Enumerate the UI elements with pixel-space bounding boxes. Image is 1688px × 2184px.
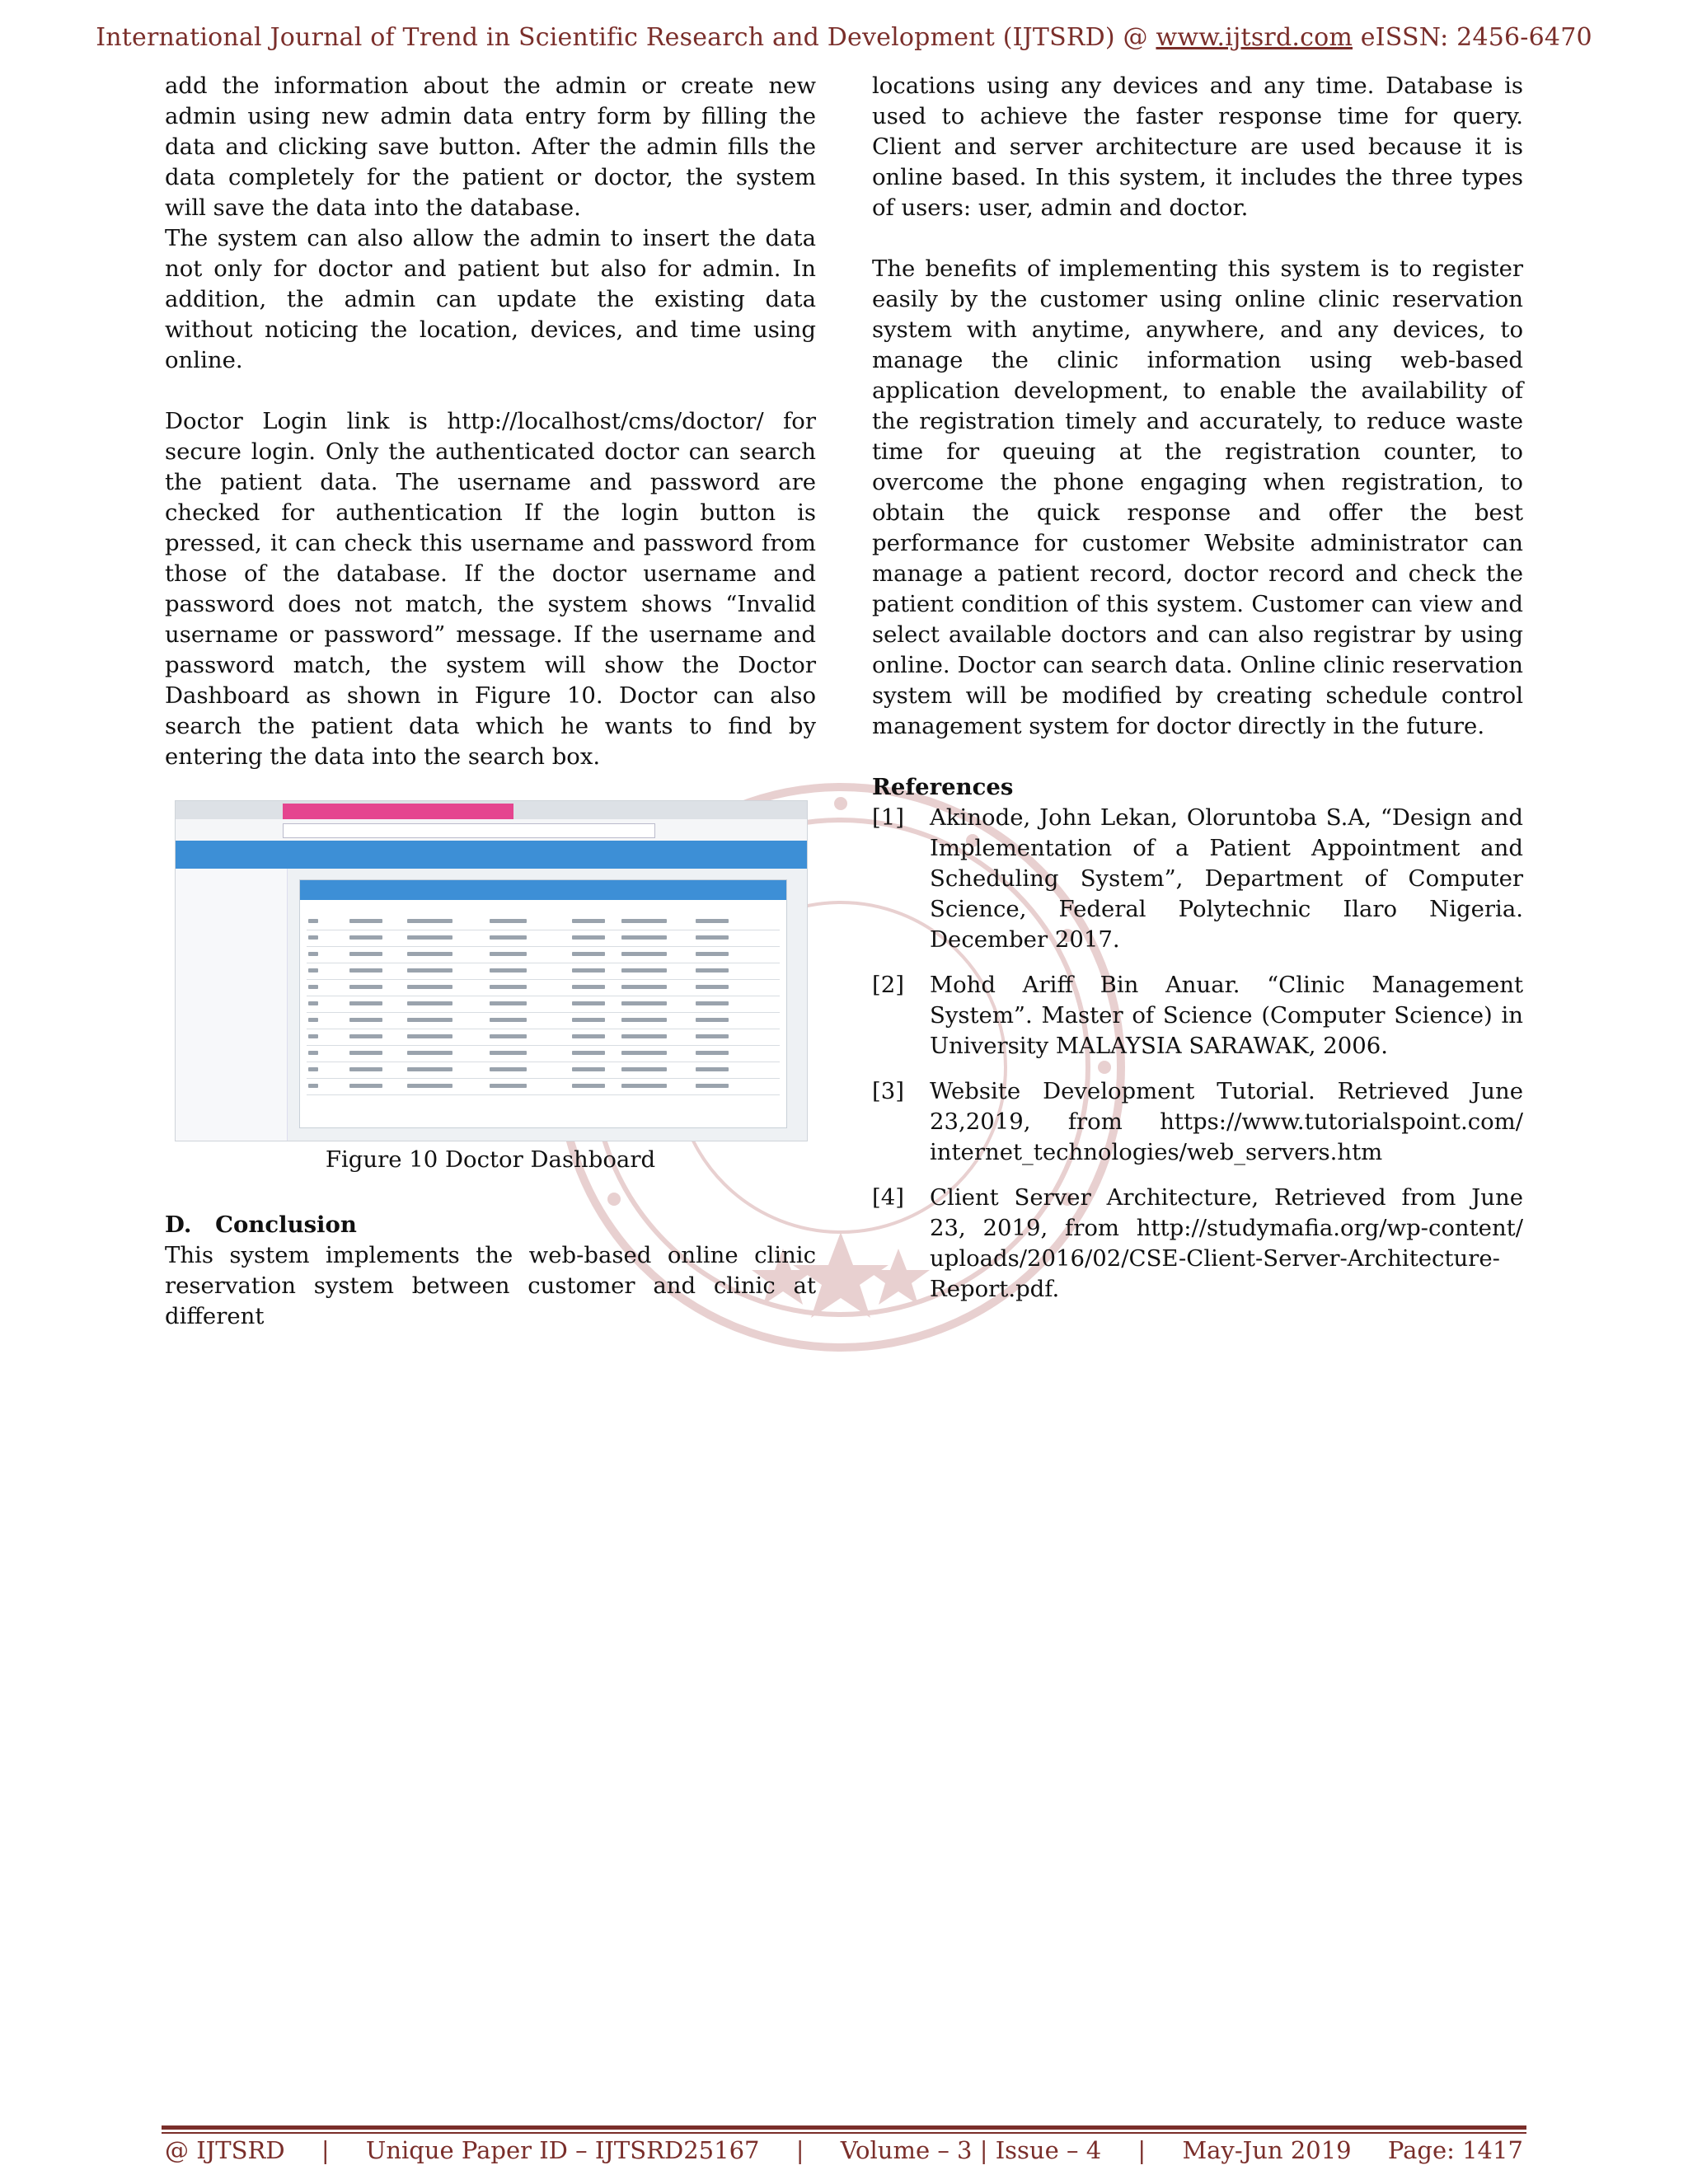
- table-row: [307, 1012, 780, 1013]
- table-cell: [572, 1001, 605, 1005]
- table-cell: [407, 1051, 452, 1055]
- table-cell: [490, 952, 527, 956]
- table-row: [307, 1045, 780, 1046]
- reference-number: [2]: [872, 972, 904, 998]
- footer-volume: Volume – 3 | Issue – 4: [840, 2136, 1102, 2164]
- footer-rule: [162, 2125, 1526, 2130]
- table-cell: [349, 1018, 382, 1022]
- patient-list-panel: [299, 879, 787, 1128]
- footer-journal: @ IJTSRD: [165, 2136, 285, 2164]
- footer-separator: |: [1137, 2136, 1146, 2164]
- footer-rule: [162, 2132, 1526, 2134]
- table-cell: [349, 968, 382, 972]
- reference-text: Mohd Ariff Bin Anuar. “Clinic Management System”. Master of Science (Computer Science) in University MALAYSIA SARAWAK, 2006.: [930, 972, 1523, 1059]
- paragraph: locations using any devices and any time. Database is used to achieve the faster response time for query. Client and server architecture are used because it is online based. In this system, it includes the three types of users: user, admin and doctor.: [872, 73, 1523, 221]
- table-cell: [308, 985, 318, 989]
- table-cell: [696, 1051, 729, 1055]
- browser-address-bar: [283, 823, 655, 838]
- table-cell: [696, 985, 729, 989]
- table-cell: [308, 952, 318, 956]
- table-cell: [308, 919, 318, 923]
- table-cell: [490, 935, 527, 940]
- footer-separator: |: [321, 2136, 330, 2164]
- table-cell: [349, 1051, 382, 1055]
- table-cell: [621, 1018, 667, 1022]
- reference-item: [872, 970, 1523, 1062]
- table-cell: [407, 968, 452, 972]
- table-cell: [490, 1034, 527, 1038]
- browser-active-tab: [283, 804, 513, 819]
- reference-number: [4]: [872, 1184, 904, 1211]
- header-issn: eISSN: 2456-6470: [1353, 23, 1592, 52]
- table-cell: [407, 1001, 452, 1005]
- table-cell: [696, 952, 729, 956]
- running-footer: [165, 2136, 1523, 2164]
- paragraph: The system can also allow the admin to insert the data not only for doctor and patient but also for admin. In addition, the admin can update the existing data without noticing the location, devices, and time using online.: [165, 225, 816, 373]
- table-cell: [308, 935, 318, 940]
- table-cell: [621, 952, 667, 956]
- table-cell: [696, 1084, 729, 1088]
- header-text: International Journal of Trend in Scientific Research and Development (IJTSRD) @: [96, 23, 1156, 52]
- table-cell: [349, 935, 382, 940]
- section-heading: D. Conclusion: [165, 1212, 357, 1238]
- footer-separator: |: [795, 2136, 804, 2164]
- table-cell: [349, 1084, 382, 1088]
- table-cell: [572, 952, 605, 956]
- table-cell: [349, 1001, 382, 1005]
- reference-item: [872, 1076, 1523, 1168]
- table-cell: [308, 968, 318, 972]
- table-cell: [621, 1067, 667, 1071]
- table-row: [307, 1078, 780, 1079]
- table-cell: [407, 952, 452, 956]
- footer-paper-id: Unique Paper ID – IJTSRD25167: [365, 2136, 760, 2164]
- table-cell: [621, 1084, 667, 1088]
- footer-date: May-Jun 2019: [1182, 2136, 1352, 2164]
- table-cell: [490, 1084, 527, 1088]
- table-row: [307, 979, 780, 980]
- table-cell: [621, 1034, 667, 1038]
- table-cell: [308, 1067, 318, 1071]
- table-cell: [407, 935, 452, 940]
- reference-number: [3]: [872, 1078, 904, 1104]
- table-cell: [308, 1084, 318, 1088]
- table-cell: [572, 935, 605, 940]
- journal-link[interactable]: www.ijtsrd.com: [1156, 23, 1353, 52]
- table-cell: [696, 1034, 729, 1038]
- reference-text: Akinode, John Lekan, Oloruntoba S.A, “Design and Implementation of a Patient Appointment and Scheduling System”, Department of Computer Science, Federal Polytechnic Ilaro Nigeria. December 2017.: [930, 804, 1523, 953]
- table-cell: [308, 1018, 318, 1022]
- table-cell: [696, 919, 729, 923]
- figure-caption: Figure 10 Doctor Dashboard: [325, 1146, 656, 1173]
- doctor-dashboard-screenshot: [175, 800, 808, 1141]
- right-column: [872, 71, 1523, 1305]
- table-cell: [696, 935, 729, 940]
- table-cell: [490, 1051, 527, 1055]
- paragraph: Doctor Login link is http://localhost/cms/doctor/ for secure login. Only the authenticated doctor can search the patient data. The username and password are checked for authentication If the login button is pressed, it can check this username and password from those of the database. If the doctor username and password does not match, the system shows “Invalid username or password” message. If the username and password match, the system will show the Doctor Dashboard as shown in Figure 10. Doctor can also search the patient data which he wants to find by entering the data into the search box.: [165, 408, 816, 770]
- table-cell: [696, 1018, 729, 1022]
- table-cell: [572, 1084, 605, 1088]
- app-sidebar: [176, 869, 288, 1141]
- table-cell: [490, 1018, 527, 1022]
- panel-header: [300, 880, 786, 900]
- reference-item: [872, 1183, 1523, 1305]
- table-cell: [490, 1001, 527, 1005]
- table-cell: [407, 1018, 452, 1022]
- table-cell: [349, 1034, 382, 1038]
- table-cell: [572, 919, 605, 923]
- paragraph: The benefits of implementing this system is to register easily by the customer using online clinic reservation system with anytime, anywhere, and any devices, to manage the clinic information using web-based application development, to enable the availability of the registration timely and accurately, to reduce waste time for queuing at the registration counter, to overcome the phone engaging when registration, to obtain the quick response and offer the best performance for customer Website administrator can manage a patient record, doctor record and check the patient condition of this system. Customer can view and select available doctors and can also registrar by using online. Doctor can search data. Online clinic reservation system will be modified by creating schedule control management system for doctor directly in the future.: [872, 255, 1523, 739]
- reference-item: [872, 803, 1523, 955]
- table-row: [307, 1094, 780, 1095]
- left-column: [165, 71, 816, 1332]
- table-cell: [572, 968, 605, 972]
- table-cell: [621, 1001, 667, 1005]
- table-cell: [308, 1001, 318, 1005]
- table-cell: [572, 1018, 605, 1022]
- table-cell: [407, 1084, 452, 1088]
- reference-text: Website Development Tutorial. Retrieved June 23,2019, from https://www.tutorialspoint.com/ internet_technologies/web_servers.htm: [930, 1078, 1523, 1165]
- table-cell: [621, 1051, 667, 1055]
- table-cell: [572, 1051, 605, 1055]
- references-heading: References: [872, 774, 1014, 800]
- reference-text: Client Server Architecture, Retrieved from June 23, 2019, from http://studymafia.org/wp-content/ uploads/2016/02/CSE-Client-Server-Architecture-Report.pdf.: [930, 1184, 1523, 1302]
- table-cell: [407, 919, 452, 923]
- table-cell: [621, 968, 667, 972]
- running-header: [0, 23, 1688, 52]
- table-cell: [349, 985, 382, 989]
- table-cell: [490, 919, 527, 923]
- table-cell: [621, 935, 667, 940]
- table-cell: [621, 919, 667, 923]
- table-cell: [696, 1001, 729, 1005]
- footer-page: Page: 1417: [1387, 2136, 1523, 2164]
- app-navbar: [176, 841, 807, 869]
- paragraph: This system implements the web-based online clinic reservation system between customer and clinic at different: [165, 1242, 816, 1329]
- table-cell: [572, 1034, 605, 1038]
- table-cell: [349, 1067, 382, 1071]
- table-cell: [407, 1067, 452, 1071]
- table-cell: [349, 952, 382, 956]
- table-cell: [349, 919, 382, 923]
- table-cell: [572, 1067, 605, 1071]
- table-cell: [308, 1034, 318, 1038]
- table-row: [307, 946, 780, 947]
- reference-number: [1]: [872, 804, 904, 831]
- table-cell: [696, 1067, 729, 1071]
- table-cell: [490, 985, 527, 989]
- table-cell: [621, 985, 667, 989]
- table-cell: [490, 968, 527, 972]
- table-cell: [572, 985, 605, 989]
- table-cell: [407, 985, 452, 989]
- table-cell: [490, 1067, 527, 1071]
- table-cell: [308, 1051, 318, 1055]
- paragraph: add the information about the admin or create new admin using new admin data entry form by filling the data and clicking save button. After the admin fills the data completely for the patient or doctor, the system will save the data into the database.: [165, 73, 816, 221]
- table-cell: [407, 1034, 452, 1038]
- table-cell: [696, 968, 729, 972]
